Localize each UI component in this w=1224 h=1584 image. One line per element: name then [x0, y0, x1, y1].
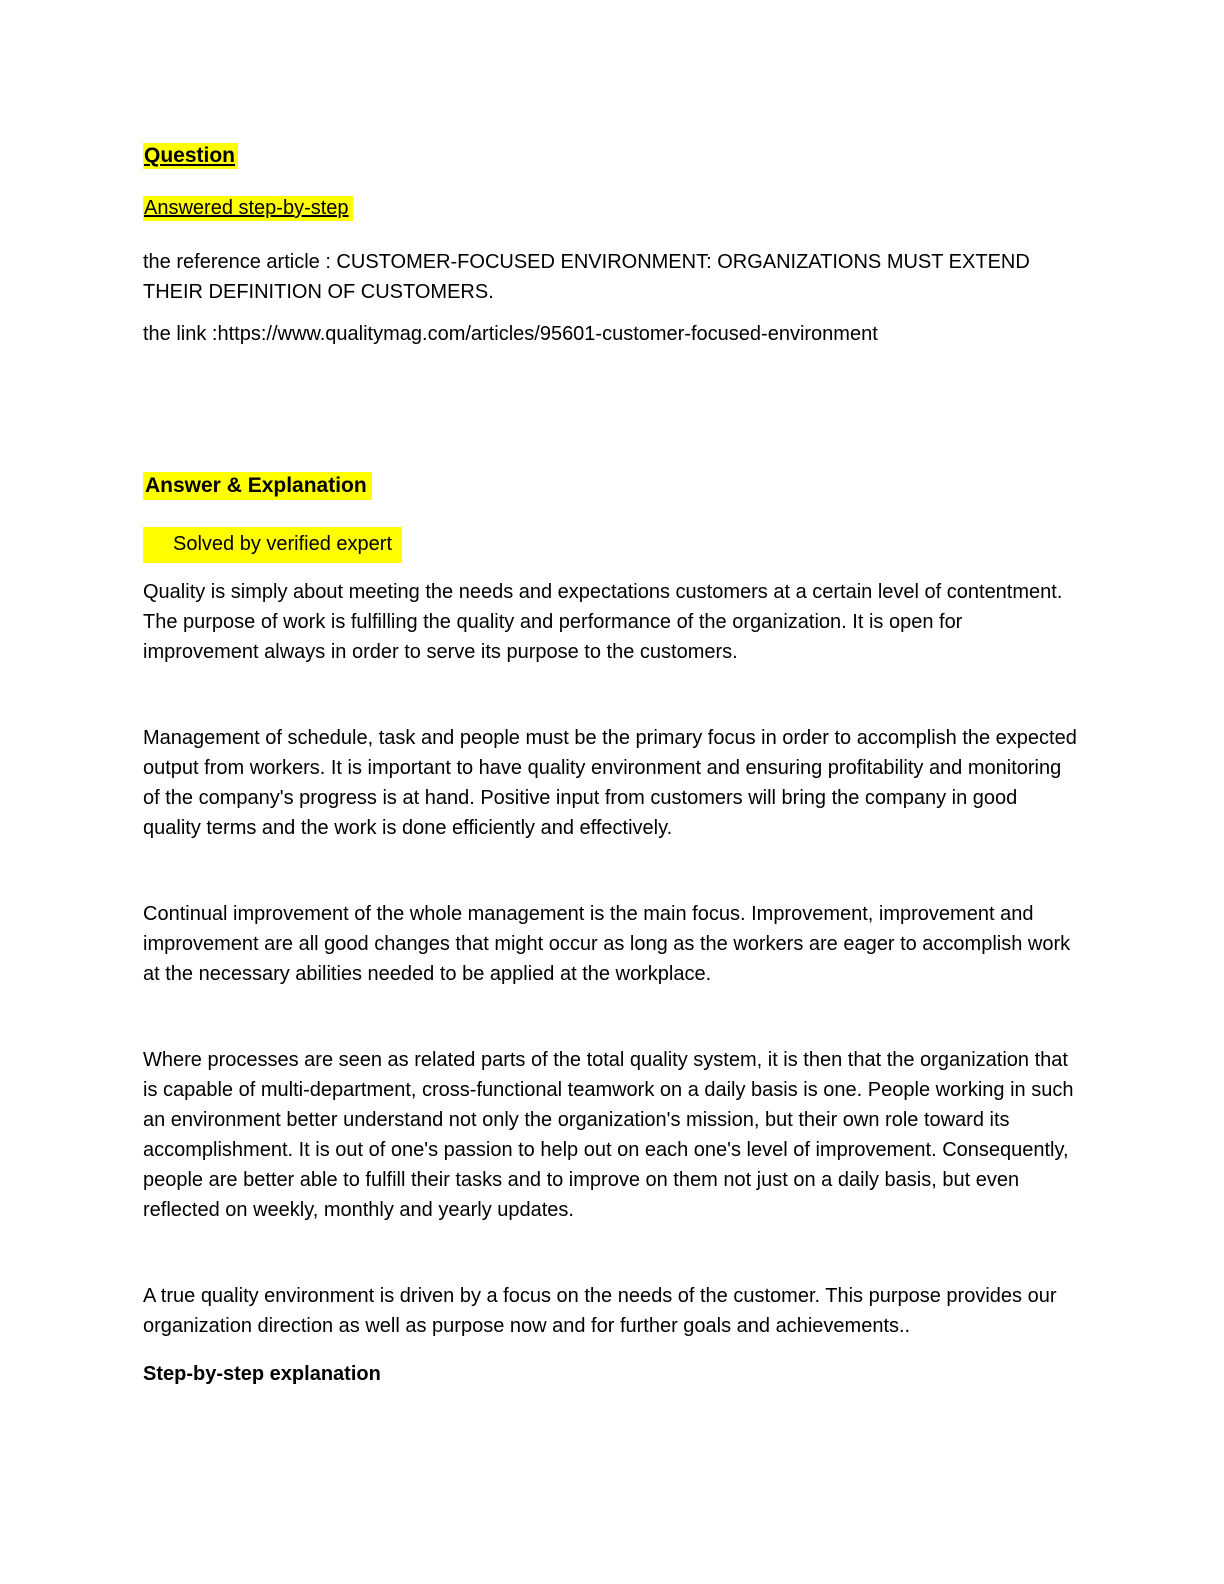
reference-article-paragraph: the reference article : CUSTOMER-FOCUSED ENVIRONMENT: ORGANIZATIONS MUST EXTEND THEIR DEFINITION OF CUSTOMERS. [143, 251, 1030, 303]
answered-step-by-step-badge: Answered step-by-step [143, 196, 353, 221]
solved-by-verified-expert-badge: Solved by verified expert [143, 527, 402, 563]
solved-status-row [143, 527, 1080, 563]
answer-section-header [143, 473, 1080, 501]
answer-paragraph-3: Continual improvement of the whole management is the main focus. Improvement, improvement and improvement are all good changes that might occur as long as the workers are eager to accomplish work at the necessary abilities needed to be applied at the workplace. [143, 903, 1071, 985]
reference-link-paragraph: the link :https://www.qualitymag.com/articles/95601-customer-focused-environment [143, 323, 878, 345]
answer-paragraph-4: Where processes are seen as related parts of the total quality system, it is then that the organization that is capable of multi-department, cross-functional teamwork on a daily basis is one. People working in such an environment better understand not only the organization's mission, but their own role toward its accomplishment. It is out of one's passion to help out on each one's level of improvement. Consequently, people are better able to fulfill their tasks and to improve on them not just on a daily basis, but even reflected on weekly, monthly and yearly updates. [143, 1049, 1074, 1221]
answer-paragraph-2: Management of schedule, task and people must be the primary focus in order to accomplish the expected output from workers. It is important to have quality environment and ensuring profitability and monitoring of the company's progress is at hand. Positive input from customers will bring the company in good quality terms and the work is done efficiently and effectively. [143, 727, 1077, 839]
question-heading: Question [143, 143, 238, 169]
answer-paragraph-1: Quality is simply about meeting the needs and expectations customers at a certain level of contentment. The purpose of work is fulfilling the quality and performance of the organization. It is open for improvement always in order to serve its purpose to the customers. [143, 581, 1063, 663]
answer-explanation-heading: Answer & Explanation [143, 472, 372, 500]
answer-paragraph-5: A true quality environment is driven by a focus on the needs of the customer. This purpose provides our organization direction as well as purpose now and for further goals and achievements.. [143, 1285, 1057, 1337]
answered-status-row [143, 195, 1080, 223]
step-by-step-explanation-heading: Step-by-step explanation [143, 1363, 381, 1385]
question-section-header [143, 143, 1080, 171]
